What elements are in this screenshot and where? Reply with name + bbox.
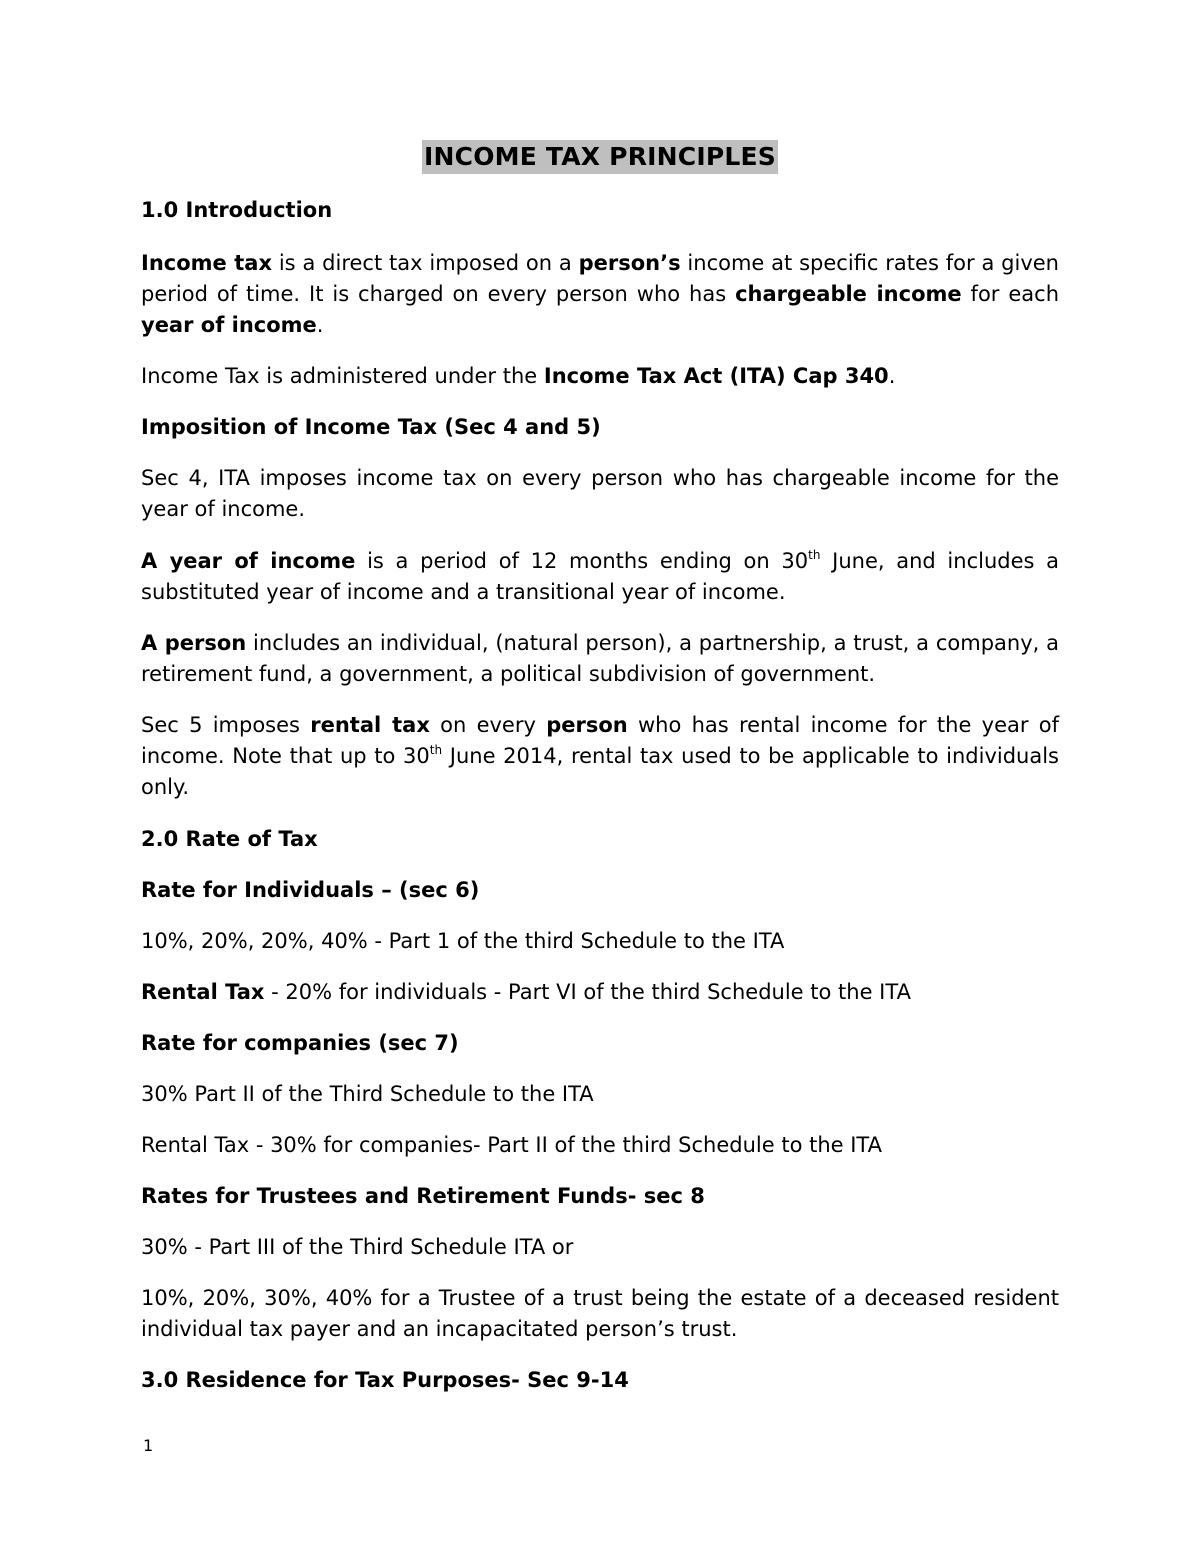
text-span: Sec 5 imposes — [141, 713, 311, 737]
document-title: INCOME TAX PRINCIPLES — [422, 140, 778, 174]
text-span: . — [316, 313, 324, 337]
term-rental-tax-label: Rental Tax — [141, 980, 265, 1004]
term-person: person — [546, 713, 628, 737]
term-rental-tax: rental tax — [310, 713, 430, 737]
title-container — [141, 140, 1059, 174]
paragraph-sec5-rental-tax — [141, 710, 1059, 803]
text-span: Income Tax is administered under the — [141, 364, 544, 388]
paragraph-year-of-income — [141, 546, 1059, 608]
term-income-tax-act: Income Tax Act (ITA) Cap 340 — [543, 364, 889, 388]
term-a-person: A person — [141, 631, 247, 655]
section-heading-introduction: 1.0 Introduction — [141, 198, 333, 222]
text-span: . — [888, 364, 896, 388]
text-span: who has rental income for the year of income. Note that up to 30 — [141, 713, 1059, 768]
section-heading-residence: 3.0 Residence for Tax Purposes- Sec 9-14 — [141, 1368, 629, 1392]
paragraph-company-rate: 30% Part II of the Third Schedule to the ITA — [141, 1082, 594, 1106]
paragraph-administration — [141, 361, 1059, 392]
term-year-of-income: year of income — [141, 313, 317, 337]
paragraph-trustee-estate-rates: 10%, 20%, 30%, 40% for a Trustee of a trust being the estate of a deceased resident individual tax payer and an incapacitated person’s trust. — [141, 1286, 1059, 1341]
paragraph-individual-rates: 10%, 20%, 20%, 40% - Part 1 of the third Schedule to the ITA — [141, 929, 785, 953]
paragraph-person-definition — [141, 628, 1059, 690]
heading-rate-individuals: Rate for Individuals – (sec 6) — [141, 878, 480, 902]
term-a-year-of-income: A year of income — [141, 549, 356, 573]
paragraph-sec4: Sec 4, ITA imposes income tax on every person who has chargeable income for the year of income. — [141, 466, 1059, 521]
paragraph-rental-tax-individuals — [141, 977, 1059, 1008]
heading-rate-trustees: Rates for Trustees and Retirement Funds- sec 8 — [141, 1184, 705, 1208]
heading-imposition: Imposition of Income Tax (Sec 4 and 5) — [141, 415, 601, 439]
heading-rate-companies: Rate for companies (sec 7) — [141, 1031, 459, 1055]
term-chargeable-income: chargeable income — [735, 282, 962, 306]
superscript: th — [808, 548, 821, 562]
text-span: is a period of 12 months ending on 30 — [355, 549, 809, 573]
text-span: - 20% for individuals - Part VI of the third Schedule to the ITA — [264, 980, 911, 1004]
paragraph-income-tax-definition — [141, 248, 1059, 341]
text-span: June, and includes a substituted year of income and a transitional year of income. — [141, 549, 1060, 604]
text-span: on every — [429, 713, 547, 737]
text-span: for each — [961, 282, 1059, 306]
section-heading-rate-of-tax: 2.0 Rate of Tax — [141, 827, 318, 851]
text-span: income at specific rates for a given period of time. It is charged on every person who has — [141, 251, 1059, 306]
text-span: is a direct tax imposed on a — [272, 251, 579, 275]
paragraph-rental-tax-companies: Rental Tax - 30% for companies- Part II of the third Schedule to the ITA — [141, 1133, 882, 1157]
paragraph-trustee-rate: 30% - Part III of the Third Schedule ITA or — [141, 1235, 574, 1259]
text-span: June 2014, rental tax used to be applicable to individuals only. — [141, 744, 1059, 799]
superscript: th — [429, 743, 443, 757]
page-number: 1 — [143, 1436, 154, 1455]
term-person: person’s — [578, 251, 681, 275]
text-span: includes an individual, (natural person), a partnership, a trust, a company, a retirement fund, a government, a political subdivision of government. — [141, 631, 1060, 686]
term-income-tax: Income tax — [141, 251, 272, 275]
